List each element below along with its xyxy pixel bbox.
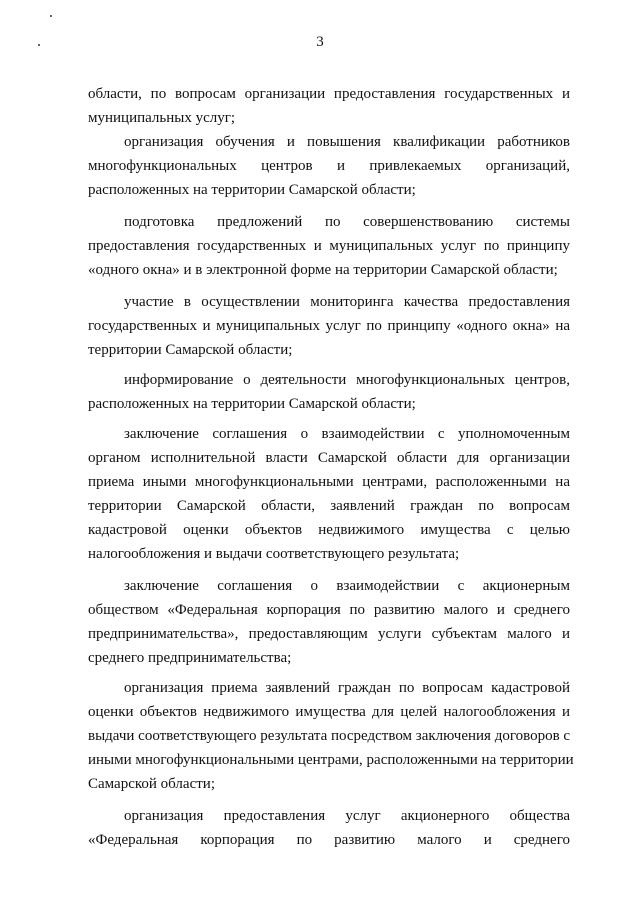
text-line: среднего предпринимательства; bbox=[88, 650, 292, 666]
text-line: приема иными многофункциональными центрами, расположенными на bbox=[88, 474, 570, 490]
text-line: территории Самарской области; bbox=[88, 342, 293, 358]
text-line: многофункциональных центров и привлекаемых организаций, bbox=[88, 158, 570, 174]
text-line: налогообложения и выдачи соответствующего результата; bbox=[88, 546, 460, 562]
text-line: «одного окна» и в электронной форме на территории Самарской области; bbox=[88, 262, 558, 278]
text-line: территории Самарской области, заявлений граждан по вопросам bbox=[88, 498, 570, 514]
text-line: предпринимательства», предоставляющим услуги субъектам малого и bbox=[88, 626, 570, 642]
text-line: государственных и муниципальных услуг по принципу «одного окна» на bbox=[88, 318, 570, 334]
text-line: расположенных на территории Самарской области; bbox=[88, 182, 416, 198]
text-line: заключение соглашения о взаимодействии с акционерным bbox=[124, 578, 570, 594]
text-line: оценки объектов недвижимого имущества для целей налогообложения и bbox=[88, 704, 570, 720]
text-line: обществом «Федеральная корпорация по развитию малого и среднего bbox=[88, 602, 570, 618]
text-line: Самарской области; bbox=[88, 776, 215, 792]
text-line: организация предоставления услуг акционерного общества bbox=[124, 808, 570, 824]
text-line: области, по вопросам организации предоставления государственных и bbox=[88, 86, 570, 102]
text-line: участие в осуществлении мониторинга качества предоставления bbox=[124, 294, 570, 310]
text-line: расположенных на территории Самарской области; bbox=[88, 396, 416, 412]
page-number: 3 bbox=[316, 34, 324, 50]
text-line: иными многофункциональными центрами, расположенными на территории bbox=[88, 752, 574, 768]
text-line: муниципальных услуг; bbox=[88, 110, 236, 126]
text-line: «Федеральная корпорация по развитию малого и среднего bbox=[88, 832, 570, 848]
text-line: выдачи соответствующего результата посредством заключения договоров с bbox=[88, 728, 571, 744]
text-line: органом исполнительной власти Самарской области для организации bbox=[88, 450, 570, 466]
text-line: предоставления государственных и муниципальных услуг по принципу bbox=[88, 238, 570, 254]
text-line: организация обучения и повышения квалификации работников bbox=[124, 134, 570, 150]
text-line: информирование о деятельности многофункциональных центров, bbox=[124, 372, 570, 388]
scan-speck bbox=[50, 15, 52, 17]
text-line: кадастровой оценки объектов недвижимого имущества с целью bbox=[88, 522, 570, 538]
text-line: подготовка предложений по совершенствованию системы bbox=[124, 214, 570, 230]
text-line: заключение соглашения о взаимодействии с уполномоченным bbox=[124, 426, 570, 442]
text-line: организация приема заявлений граждан по вопросам кадастровой bbox=[124, 680, 570, 696]
